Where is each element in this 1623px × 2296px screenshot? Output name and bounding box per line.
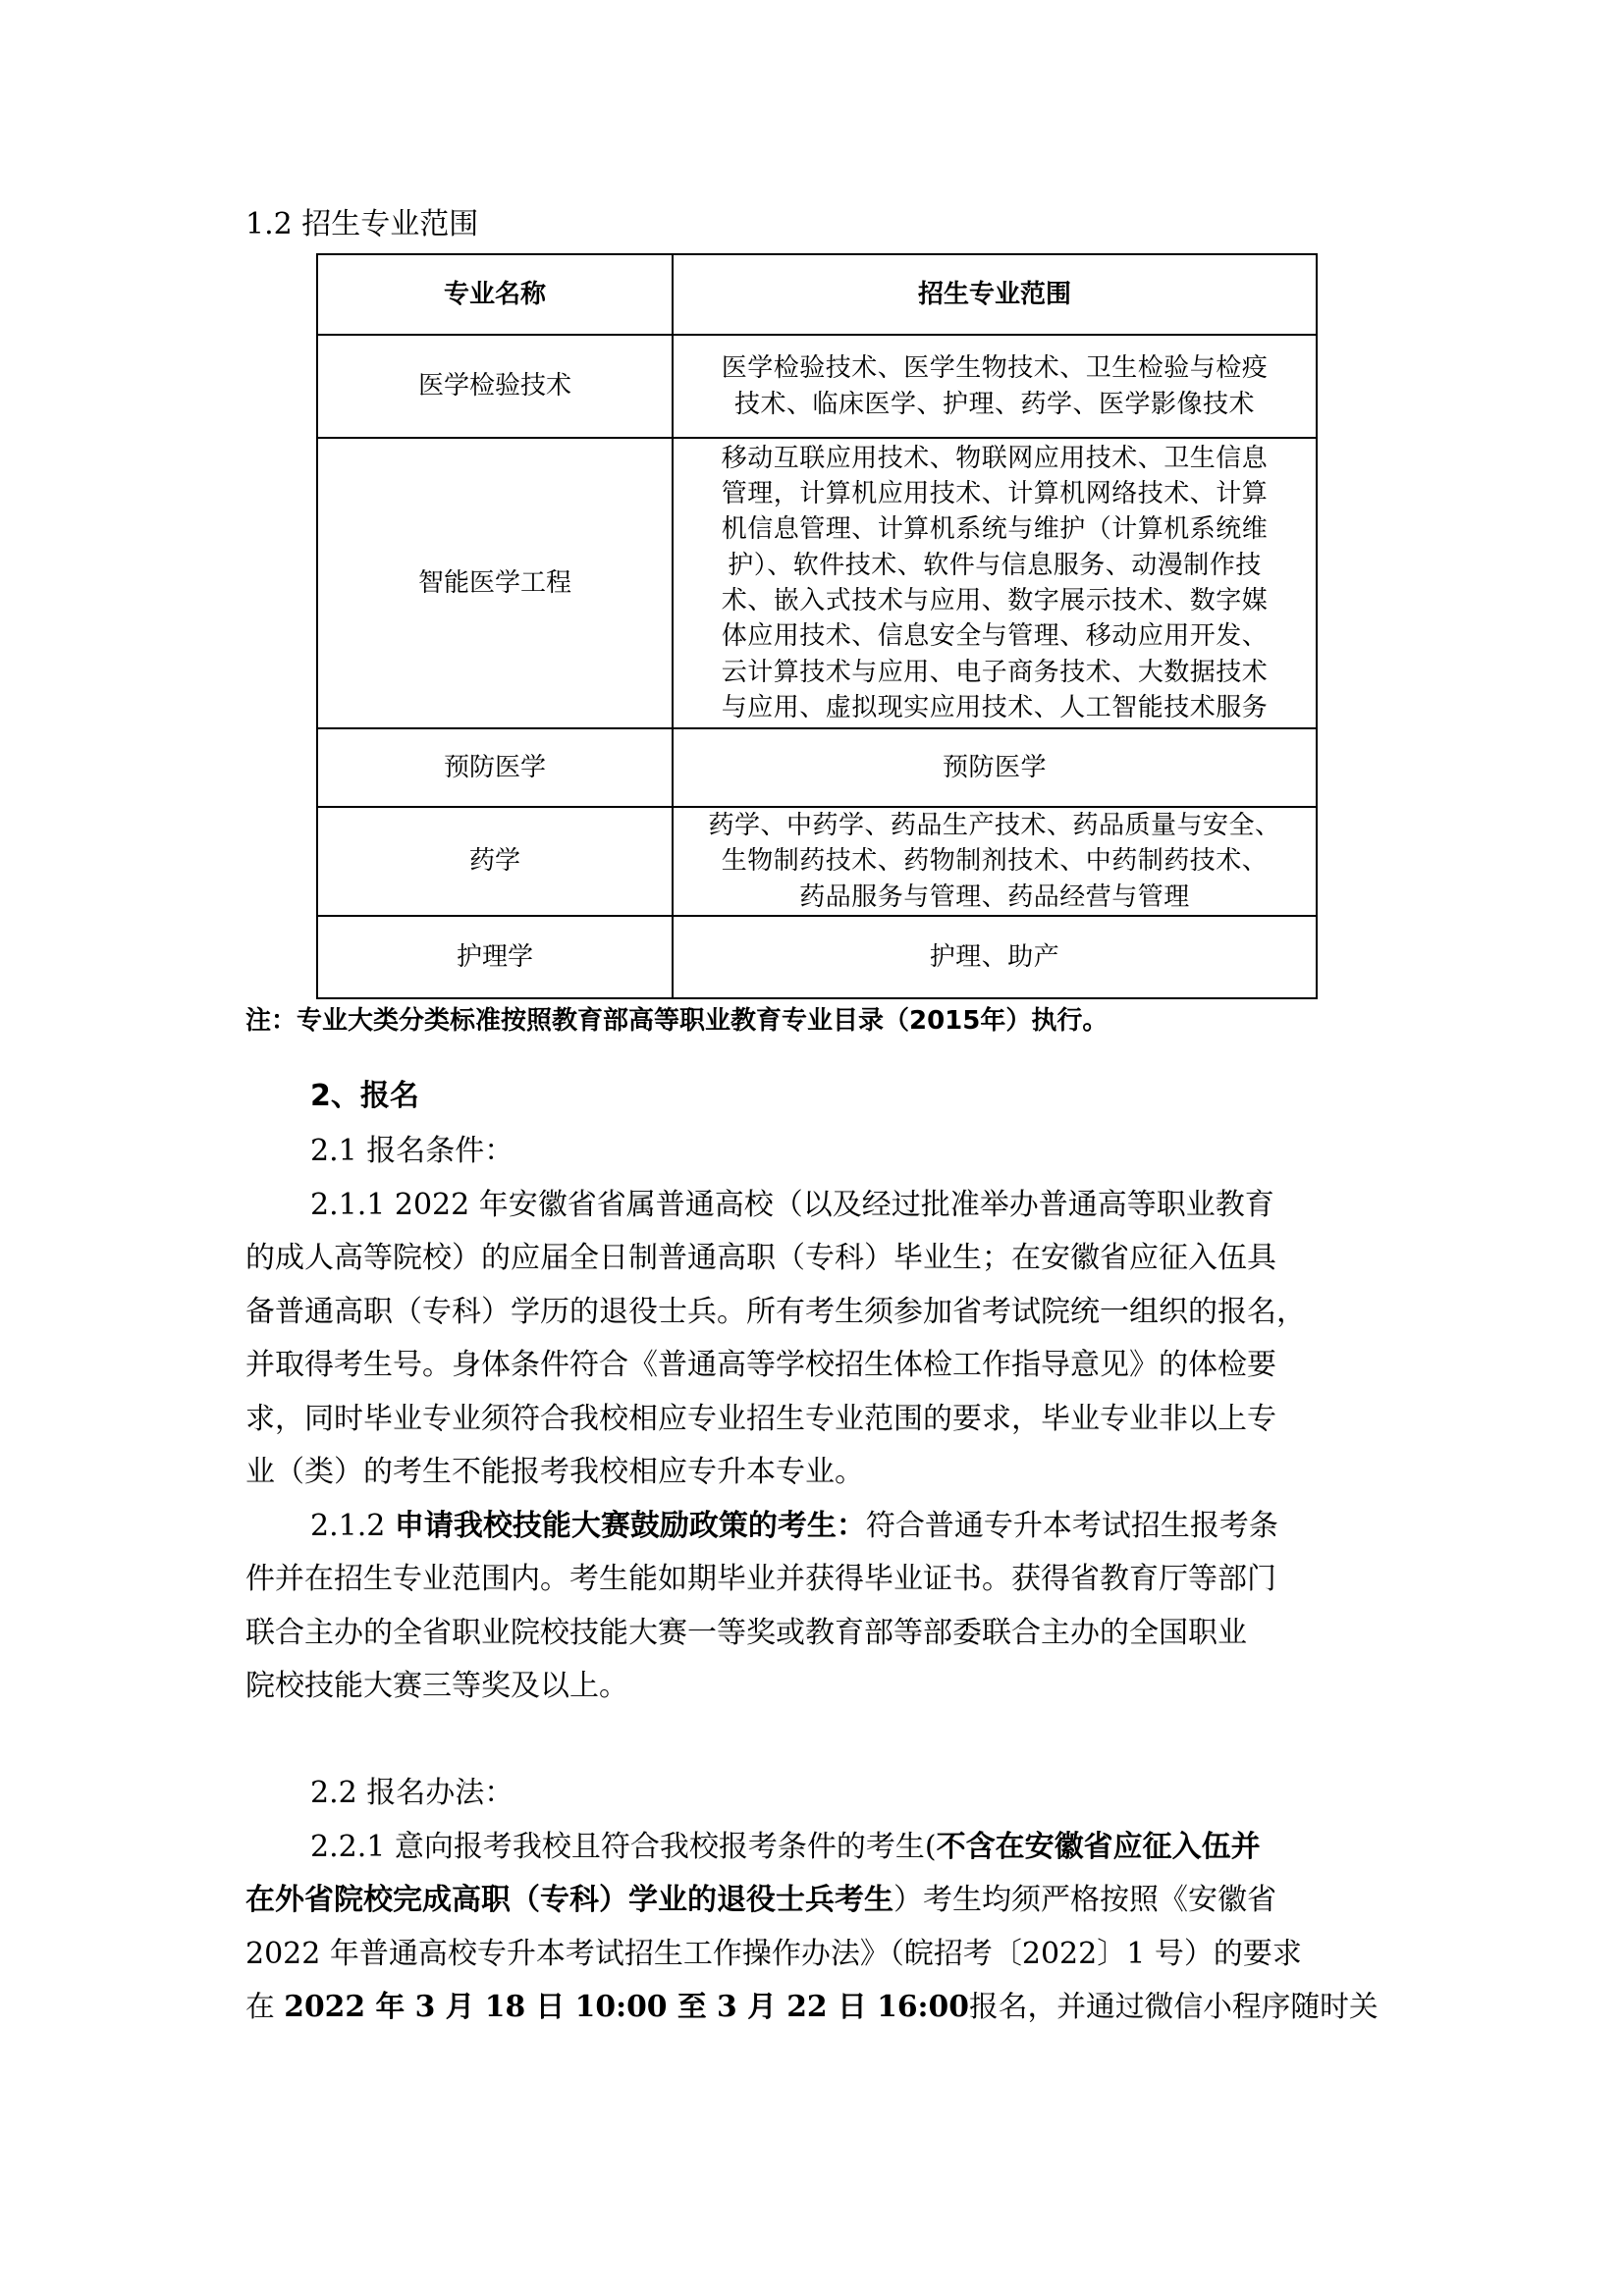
range-line: 管理，计算机应用技术、计算机网络技术、计算 xyxy=(721,479,1269,509)
range-line: 预防医学 xyxy=(942,752,1047,782)
bold-date-range: 2022 年 3 月 18 日 10:00 至 3 月 22 日 16:00 xyxy=(284,1990,969,2024)
majors-table xyxy=(316,253,1318,999)
text-run: 符合普通专升本考试招生报考条 xyxy=(865,1508,1278,1543)
range-line: 与应用、虚拟现实应用技术、人工智能技术服务 xyxy=(721,692,1269,722)
section-2-body xyxy=(245,1125,1384,2035)
range-line: 医学检验技术、医学生物技术、卫生检验与检疫 xyxy=(721,353,1269,384)
paragraph-line: 备普通高职（专科）学历的退役士兵。所有考生须参加省考试院统一组织的报名， xyxy=(245,1294,1306,1329)
paragraph-line: 求，同时毕业专业须符合我校相应专业招生专业范围的要求，毕业专业非以上专 xyxy=(245,1401,1276,1436)
table-row xyxy=(317,916,1317,998)
range-line: 技术、临床医学、护理、药学、医学影像技术 xyxy=(733,389,1255,419)
blank-line xyxy=(245,1714,1384,1768)
paragraph-line: 业（类）的考生不能报考我校相应专升本专业。 xyxy=(245,1455,864,1489)
major-name-cell: 预防医学 xyxy=(317,728,673,807)
major-range-cell xyxy=(673,916,1317,998)
subsection-2-2-heading: 2.2 报名办法： xyxy=(310,1776,514,1810)
range-line: 药品服务与管理、药品经营与管理 xyxy=(799,881,1190,912)
clause-number: 2.1.2 xyxy=(310,1508,395,1543)
range-line: 移动互联应用技术、物联网应用技术、卫生信息 xyxy=(721,443,1269,473)
range-line: 机信息管理、计算机系统与维护（计算机系统维 xyxy=(721,514,1269,545)
major-range-cell xyxy=(673,807,1317,916)
table-row xyxy=(317,728,1317,807)
section-1-2-heading: 1.2 招生专业范围 xyxy=(245,207,479,241)
paragraph-2-2-1-line-4 xyxy=(245,1981,1384,2035)
bold-phrase: 申请我校技能大赛鼓励政策的考生： xyxy=(394,1508,866,1543)
table-row xyxy=(317,335,1317,438)
major-range-cell xyxy=(673,335,1317,438)
table-row xyxy=(317,807,1317,916)
text-run: 2.2.1 意向报考我校且符合我校报考条件的考生( xyxy=(310,1829,937,1864)
major-range-cell xyxy=(673,438,1317,728)
table-note: 注：专业大类分类标准按照教育部高等职业教育专业目录（2015年）执行。 xyxy=(245,1006,1109,1036)
subsection-2-1-heading: 2.1 报名条件： xyxy=(310,1134,514,1168)
range-line: 术、嵌入式技术与应用、数字展示技术、数字媒 xyxy=(721,586,1269,615)
range-line: 生物制药技术、药物制剂技术、中药制药技术、 xyxy=(721,846,1269,877)
range-line: 护）、软件技术、软件与信息服务、动漫制作技 xyxy=(728,550,1262,580)
paragraph-line: 2022 年普通高校专升本考试招生工作操作办法》（皖招考〔2022〕1 号）的要求 xyxy=(245,1936,1302,1971)
table-header-major: 专业名称 xyxy=(317,254,673,335)
paragraph-line: 联合主办的全省职业院校技能大赛一等奖或教育部等部委联合主办的全国职业 xyxy=(245,1615,1247,1650)
bold-phrase: 在外省院校完成高职（专科）学业的退役士兵考生 xyxy=(245,1883,893,1917)
paragraph-2-2-1-line-2 xyxy=(245,1874,1384,1928)
text-run: 报名，并通过微信小程序随时关 xyxy=(968,1990,1379,2024)
range-line: 云计算技术与应用、电子商务技术、大数据技术 xyxy=(721,657,1269,687)
major-name-cell: 医学检验技术 xyxy=(317,335,673,438)
paragraph-line: 件并在招生专业范围内。考生能如期毕业并获得毕业证书。获得省教育厅等部门 xyxy=(245,1562,1276,1596)
section-2-heading: 2、报名 xyxy=(310,1079,419,1113)
major-name-cell: 智能医学工程 xyxy=(317,438,673,728)
range-line: 护理、助产 xyxy=(929,941,1060,972)
text-run: 在 xyxy=(245,1990,285,2024)
text-run: ）考生均须严格按照《安徽省 xyxy=(893,1883,1276,1917)
table-row xyxy=(317,438,1317,728)
paragraph-line: 院校技能大赛三等奖及以上。 xyxy=(245,1669,628,1703)
paragraph-line: 并取得考生号。身体条件符合《普通高等学校招生体检工作指导意见》的体检要 xyxy=(245,1348,1276,1382)
paragraph-2-2-1-line-1 xyxy=(245,1821,1384,1875)
major-name-cell: 药学 xyxy=(317,807,673,916)
table-header-range: 招生专业范围 xyxy=(673,254,1317,335)
paragraph-2-1-2-first-line xyxy=(245,1500,1384,1554)
paragraph-line: 2.1.1 2022 年安徽省省属普通高校（以及经过批准举办普通高等职业教育 xyxy=(310,1187,1274,1222)
range-line: 药学、中药学、药品生产技术、药品质量与安全、 xyxy=(708,811,1281,840)
range-line: 体应用技术、信息安全与管理、移动应用开发、 xyxy=(721,621,1269,652)
major-range-cell xyxy=(673,728,1317,807)
paragraph-line: 的成人高等院校）的应届全日制普通高职（专科）毕业生；在安徽省应征入伍具 xyxy=(245,1241,1276,1275)
major-name-cell: 护理学 xyxy=(317,916,673,998)
bold-phrase: 不含在安徽省应征入伍并 xyxy=(936,1829,1261,1864)
table-header-row xyxy=(317,254,1317,335)
